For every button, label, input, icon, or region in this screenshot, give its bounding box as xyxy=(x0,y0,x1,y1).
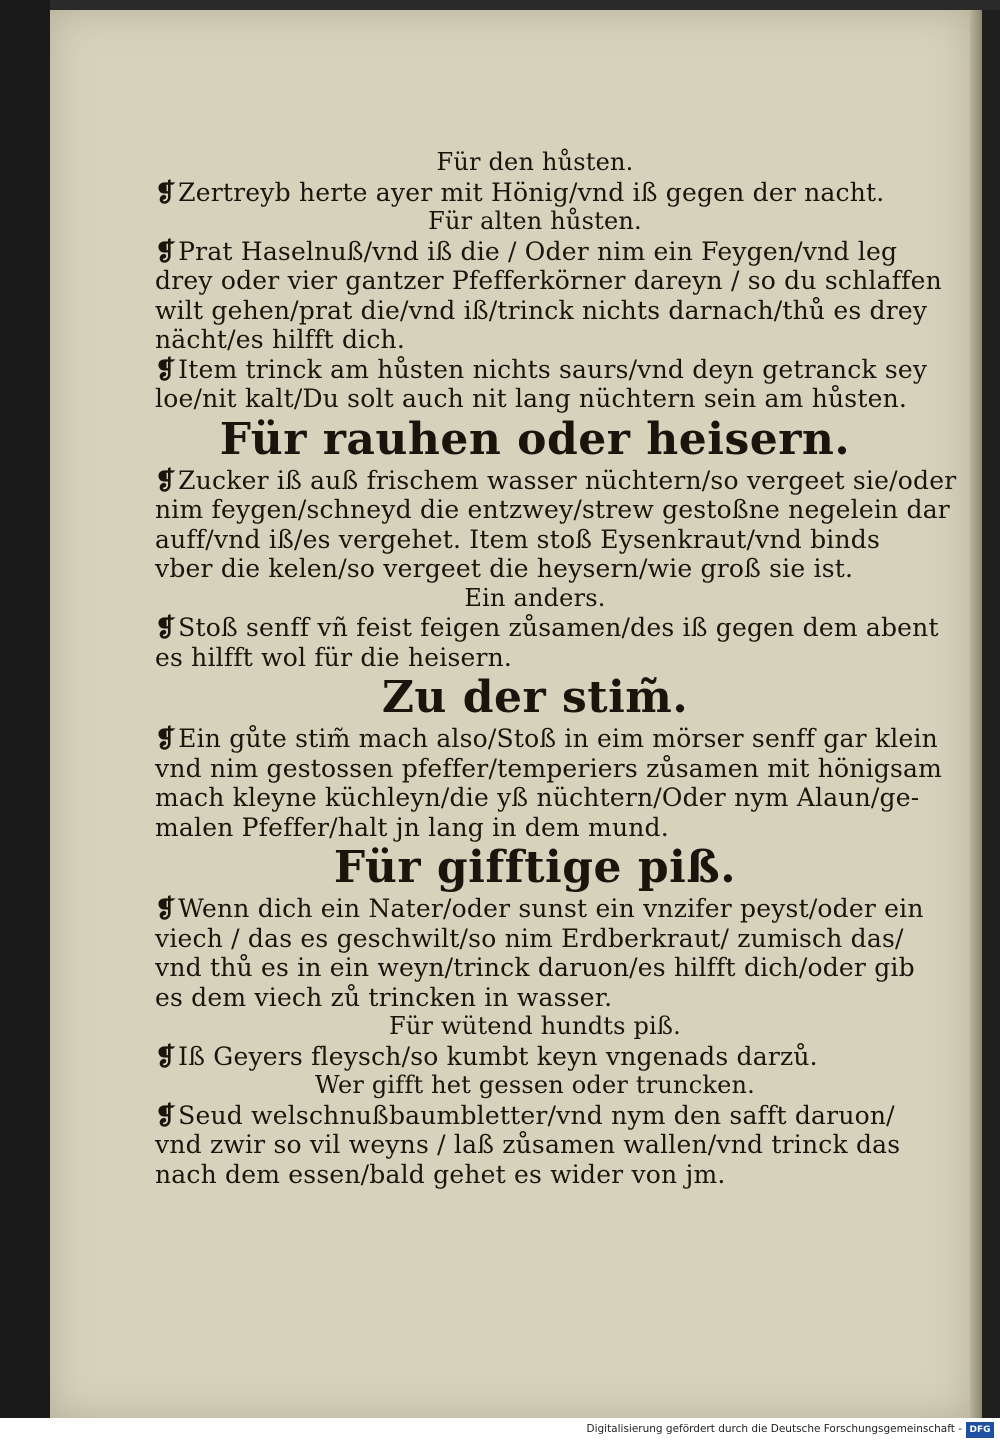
line-text: malen Pfeffer/halt jn lang in dem mund. xyxy=(155,812,669,842)
line-text: es dem viech zů trincken in wasser. xyxy=(155,982,613,1012)
line-text: loe/nit kalt/Du solt auch nit lang nüchtern sein am hůsten. xyxy=(155,384,908,413)
line-text: Item trinck am hůsten nichts saurs/vnd deyn getranck sey xyxy=(178,354,928,384)
paragraph-start-line xyxy=(155,1101,955,1131)
pilcrow-icon: ❡ xyxy=(155,1041,177,1071)
line-text: vnd zwir so vil weyns / laß zůsamen wallen/vnd trinck das xyxy=(155,1130,901,1159)
subheading xyxy=(155,584,955,614)
scan-margin-right xyxy=(982,10,1000,1418)
line-text: vnd thů es in ein weyn/trinck daruon/es hilfft dich/oder gib xyxy=(155,953,915,982)
line-text: Wer gifft het gessen oder truncken. xyxy=(315,1071,755,1099)
line-text: vber die kelen/so vergeet die heysern/wie groß sie ist. xyxy=(155,554,854,583)
pilcrow-icon: ❡ xyxy=(155,236,177,266)
paragraph-start-line xyxy=(155,466,955,496)
line-text: nächt/es hilfft dich. xyxy=(155,325,405,354)
subheading xyxy=(155,1012,955,1042)
line-text: Für rauhen oder heisern. xyxy=(219,413,851,465)
pilcrow-icon: ❡ xyxy=(155,613,177,642)
page-gutter xyxy=(970,10,982,1418)
text-line xyxy=(155,953,955,983)
line-text: Zu der stim̃. xyxy=(381,672,689,723)
subheading xyxy=(155,1071,955,1101)
page-text-block xyxy=(155,148,955,1189)
line-text: Für wütend hundts piß. xyxy=(389,1012,681,1040)
line-text: Stoß senff vñ feist feigen zůsamen/des iß gegen dem abent xyxy=(178,613,939,642)
pilcrow-icon: ❡ xyxy=(155,354,177,384)
text-line xyxy=(155,983,955,1013)
line-text: auff/vnd iß/es vergehet. Item stoß Eysenkraut/vnd binds xyxy=(155,524,881,554)
line-text: nim feygen/schneyd die entzwey/strew gestoßne negelein dar xyxy=(155,495,950,524)
section-heading xyxy=(155,414,955,466)
line-text: wilt gehen/prat die/vnd iß/trinck nichts darnach/thů es drey xyxy=(155,295,928,325)
line-text: Iß Geyers fleysch/so kumbt keyn vngenads darzů. xyxy=(178,1041,818,1071)
line-text: Prat Haselnuß/vnd iß die / Oder nim ein Feygen/vnd leg xyxy=(178,236,898,266)
pilcrow-icon: ❡ xyxy=(155,724,177,753)
line-text: mach kleyne küchleyn/die yß nüchtern/Oder nym Alaun/ge- xyxy=(155,783,920,812)
text-line xyxy=(155,495,955,525)
text-line xyxy=(155,554,955,584)
line-text: es hilfft wol für die heisern. xyxy=(155,642,513,672)
pilcrow-icon: ❡ xyxy=(155,894,177,923)
line-text: viech / das es geschwilt/so nim Erdberkraut/ zumisch das/ xyxy=(155,923,904,953)
section-heading xyxy=(155,842,955,894)
paragraph-start-line xyxy=(155,355,955,385)
pilcrow-icon: ❡ xyxy=(155,1100,177,1130)
text-line xyxy=(155,1160,955,1190)
paragraph-start-line xyxy=(155,894,955,924)
line-text: Für alten hůsten. xyxy=(428,207,642,235)
line-text: vnd nim gestossen pfeffer/temperiers zůsamen mit hönigsam xyxy=(155,753,943,783)
line-text: nach dem essen/bald gehet es wider von jm. xyxy=(155,1159,726,1189)
pilcrow-icon: ❡ xyxy=(155,177,177,207)
paragraph-start-line xyxy=(155,724,955,754)
paragraph-start-line xyxy=(155,613,955,643)
paragraph-start-line xyxy=(155,1042,955,1072)
line-text: Zucker iß auß frischem wasser nüchtern/so vergeet sie/oder xyxy=(178,465,957,495)
pilcrow-icon: ❡ xyxy=(155,465,177,495)
line-text: Ein anders. xyxy=(464,583,606,612)
paragraph-start-line xyxy=(155,178,955,208)
subheading xyxy=(155,148,955,178)
line-text: Für den hůsten. xyxy=(436,148,634,176)
line-text: Ein gůte stim̃ mach also/Stoß in eim mörser senff gar klein xyxy=(178,724,938,753)
text-line xyxy=(155,1130,955,1160)
footer-credit: Digitalisierung gefördert durch die Deutsche Forschungsgemeinschaft - xyxy=(586,1423,962,1435)
line-text: Wenn dich ein Nater/oder sunst ein vnzifer peyst/oder ein xyxy=(178,894,924,923)
text-line xyxy=(155,813,955,843)
line-text: Zertreyb herte ayer mit Hönig/vnd iß gegen der nacht. xyxy=(178,177,885,207)
paragraph-start-line xyxy=(155,237,955,267)
text-line xyxy=(155,754,955,784)
text-line xyxy=(155,296,955,326)
text-line xyxy=(155,266,955,296)
section-heading xyxy=(155,672,955,724)
line-text: Seud welschnußbaumbletter/vnd nym den safft daruon/ xyxy=(178,1100,895,1130)
text-line xyxy=(155,924,955,954)
text-line xyxy=(155,384,955,414)
text-line xyxy=(155,325,955,355)
text-line xyxy=(155,643,955,673)
subheading xyxy=(155,207,955,237)
text-line xyxy=(155,525,955,555)
footer-bar xyxy=(0,1418,1000,1444)
text-line xyxy=(155,783,955,813)
dfg-logo: DFG xyxy=(966,1422,994,1438)
line-text: drey oder vier gantzer Pfefferkörner dareyn / so du schlaffen xyxy=(155,266,942,295)
scan-margin-left xyxy=(0,0,50,1444)
line-text: Für gifftige piß. xyxy=(333,842,737,893)
